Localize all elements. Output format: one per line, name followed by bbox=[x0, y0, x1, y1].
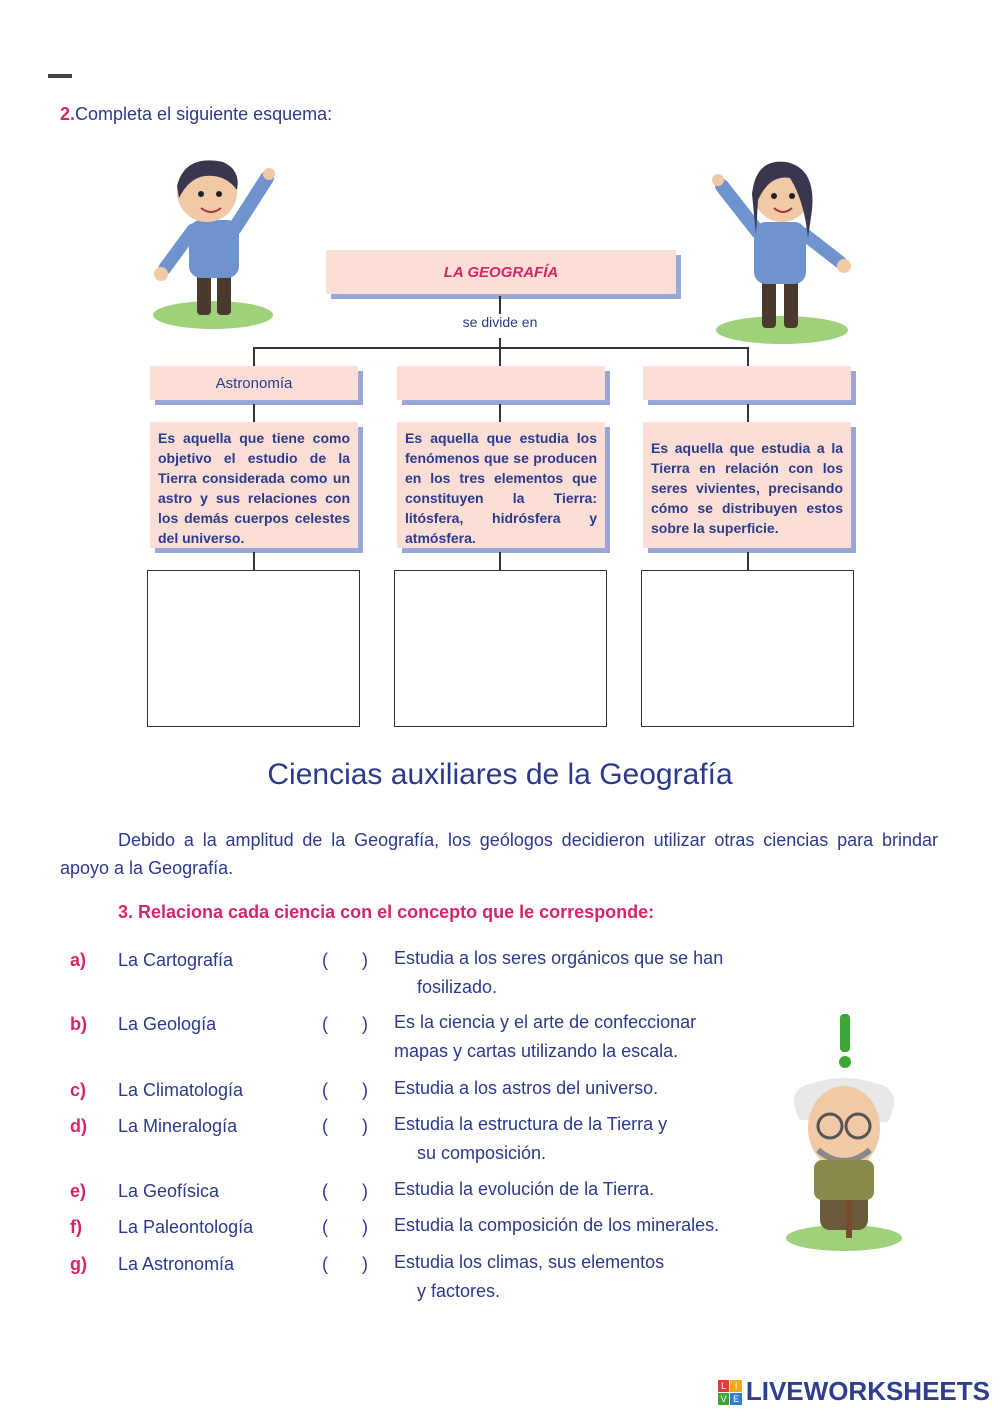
row-definition bbox=[394, 1074, 774, 1103]
branch-description: Es aquella que estudia a la Tierra en relación con los seres vivientes, precisando cómo se distribuyen estos sobre la superficie. bbox=[643, 422, 851, 548]
diagram-connector-label: se divide en bbox=[462, 314, 538, 330]
paren-open: ( bbox=[322, 1217, 328, 1237]
row-letter: b) bbox=[70, 1014, 87, 1034]
paren-open: ( bbox=[322, 1014, 328, 1034]
connector-line bbox=[253, 404, 255, 422]
paren-close: ) bbox=[362, 1014, 368, 1034]
connector-line bbox=[747, 404, 749, 422]
answer-parentheses[interactable] bbox=[322, 1181, 368, 1202]
definition-continuation: mapas y cartas utilizando la escala. bbox=[394, 1041, 679, 1061]
row-definition bbox=[394, 1211, 774, 1240]
row-science: La Geología bbox=[118, 1014, 217, 1034]
liveworksheets-brand bbox=[718, 1376, 990, 1407]
exercise-3-instruction: 3. Relaciona cada ciencia con el concepto que le corresponde: bbox=[118, 902, 655, 922]
diagram-title: LA GEOGRAFÍA bbox=[326, 250, 676, 294]
boy-pointing-illustration bbox=[145, 150, 280, 335]
exercise-2-number: 2. bbox=[60, 104, 76, 124]
definition-line: Es la ciencia y el arte de confeccionar bbox=[394, 1012, 697, 1032]
section-title: Ciencias auxiliares de la Geografía bbox=[267, 758, 733, 791]
row-science: La Astronomía bbox=[118, 1254, 235, 1274]
paren-close: ) bbox=[362, 950, 368, 970]
connector-line bbox=[499, 552, 501, 570]
connector-line bbox=[499, 296, 501, 314]
definition-line: Estudia los climas, sus elementos bbox=[394, 1252, 665, 1272]
answer-parentheses[interactable] bbox=[322, 1116, 368, 1137]
row-definition bbox=[394, 1175, 774, 1204]
connector-line bbox=[253, 552, 255, 570]
connector-line bbox=[499, 404, 501, 422]
connector-line bbox=[253, 347, 255, 366]
paren-close: ) bbox=[362, 1116, 368, 1136]
connector-line bbox=[747, 552, 749, 570]
row-letter: a) bbox=[70, 950, 87, 970]
definition-line: Estudia la composición de los minerales. bbox=[394, 1215, 720, 1235]
exercise-2-text: Completa el siguiente esquema: bbox=[75, 104, 333, 124]
definition-line: Estudia la estructura de la Tierra y bbox=[394, 1114, 668, 1134]
answer-box-2[interactable] bbox=[394, 570, 607, 727]
answer-box-3[interactable] bbox=[641, 570, 854, 727]
paren-close: ) bbox=[362, 1080, 368, 1100]
answer-parentheses[interactable] bbox=[322, 1254, 368, 1275]
page-dash bbox=[48, 74, 72, 78]
branch-description: Es aquella que estudia los fenómenos que se producen en los tres elementos que constituyen la Tierra: litósfera, hidrósfera y atmósfera. bbox=[397, 422, 605, 548]
row-definition bbox=[394, 1110, 774, 1168]
row-science: La Geofísica bbox=[118, 1181, 220, 1201]
row-science: La Climatología bbox=[118, 1080, 244, 1100]
liveworksheets-wordmark: LIVEWORKSHEETS bbox=[745, 1376, 990, 1406]
branch-description: Es aquella que tiene como objetivo el estudio de la Tierra considerada como un astro y sus relaciones con los demás cuerpos celestes del universo. bbox=[150, 422, 358, 548]
paren-close: ) bbox=[362, 1217, 368, 1237]
row-letter: g) bbox=[70, 1254, 87, 1274]
section-intro: Debido a la amplitud de la Geografía, los geólogos decidieron utilizar otras ciencias para brindar apoyo a la Geografía. bbox=[60, 830, 938, 878]
row-definition bbox=[394, 944, 774, 1002]
definition-line: Estudia a los seres orgánicos que se han bbox=[394, 948, 724, 968]
definition-line: Estudia la evolución de la Tierra. bbox=[394, 1179, 655, 1199]
girl-pointing-illustration bbox=[710, 150, 855, 350]
paren-close: ) bbox=[362, 1181, 368, 1201]
answer-parentheses[interactable] bbox=[322, 1217, 368, 1238]
paren-open: ( bbox=[322, 1181, 328, 1201]
definition-continuation: su composición. bbox=[417, 1143, 547, 1163]
branch-title-astronomia: Astronomía bbox=[150, 366, 358, 400]
connector-line bbox=[253, 347, 748, 349]
old-scientist-illustration bbox=[780, 1010, 910, 1255]
branch-title-blank-2[interactable] bbox=[397, 366, 605, 400]
connector-line bbox=[747, 347, 749, 366]
branch-title-blank-3[interactable] bbox=[643, 366, 851, 400]
definition-line: Estudia a los astros del universo. bbox=[394, 1078, 659, 1098]
answer-parentheses[interactable] bbox=[322, 950, 368, 971]
row-letter: f) bbox=[70, 1217, 82, 1237]
answer-box-1[interactable] bbox=[147, 570, 360, 727]
connector-line bbox=[499, 338, 501, 366]
answer-parentheses[interactable] bbox=[322, 1014, 368, 1035]
paren-open: ( bbox=[322, 1080, 328, 1100]
row-science: La Mineralogía bbox=[118, 1116, 238, 1136]
definition-continuation: fosilizado. bbox=[417, 977, 498, 997]
paren-close: ) bbox=[362, 1254, 368, 1274]
paren-open: ( bbox=[322, 1116, 328, 1136]
row-definition bbox=[394, 1008, 774, 1066]
row-science: La Cartografía bbox=[118, 950, 234, 970]
paren-open: ( bbox=[322, 1254, 328, 1274]
definition-continuation: y factores. bbox=[417, 1281, 501, 1301]
row-definition bbox=[394, 1248, 774, 1306]
row-letter: c) bbox=[70, 1080, 87, 1100]
row-letter: d) bbox=[70, 1116, 87, 1136]
row-science: La Paleontología bbox=[118, 1217, 254, 1237]
exercise-2-instruction bbox=[60, 104, 332, 125]
row-letter: e) bbox=[70, 1181, 87, 1201]
liveworksheets-logo-icon: L I V E bbox=[718, 1380, 742, 1404]
answer-parentheses[interactable] bbox=[322, 1080, 368, 1101]
paren-open: ( bbox=[322, 950, 328, 970]
